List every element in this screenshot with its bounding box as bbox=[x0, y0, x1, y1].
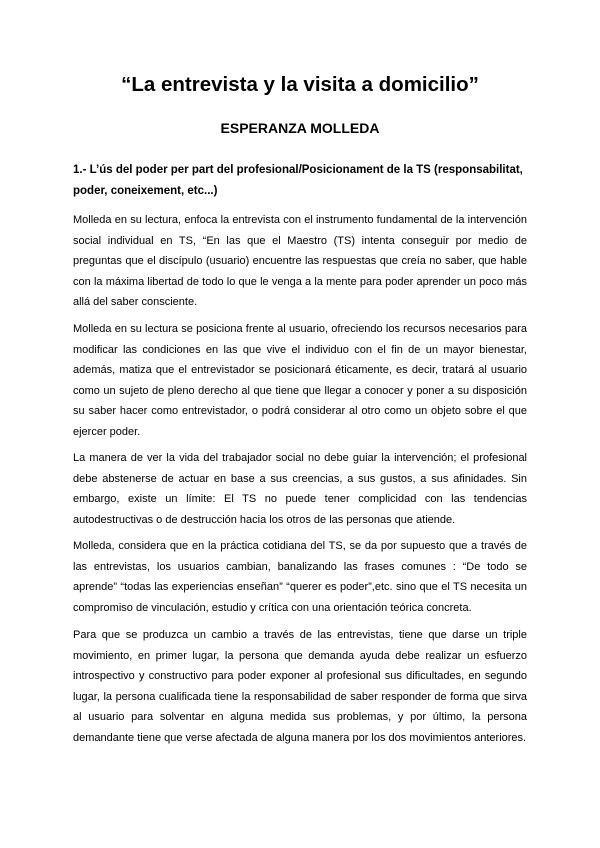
paragraph: Para que se produzca un cambio a través de las entrevistas, tiene que darse un triple movimiento, en primer lugar, la persona que demanda ayuda debe realizar un esfuerzo introspectivo y constructivo para poder exponer al profesional sus dificultades, en segundo lugar, la persona cualificada tiene la responsabilidad de saber responder de forma que sirva al usuario para solventar en alguna medida sus problemas, y por último, la persona demandante tiene que verse afectada de alguna manera por los dos movimientos anteriores. bbox=[73, 629, 527, 744]
paragraph: La manera de ver la vida del trabajador social no debe guiar la intervención; el profesional debe abstenerse de actuar en base a sus creencias, a sus gustos, a sus afinidades. Sin embargo, existe un límite: El TS no puede tener complicidad con las tendencias autodestructivas o de destrucción hacia los otros de las personas que atiende. bbox=[73, 452, 527, 526]
paragraph: Molleda en su lectura se posiciona frente al usuario, ofreciendo los recursos necesarios para modificar las condiciones en las que vive el individuo con el fin de un mayor bienestar, además, matiza que el entrevistador se posicionará éticamente, es decir, tratará al usuario como un sujeto de pleno derecho al que tiene que llegar a conocer y poner a su disposición su saber hacer como entrevistador, o podrá considerar al otro como un objeto sobre el que ejercer poder. bbox=[73, 323, 527, 438]
section-heading: 1.- L’ús del poder per part del profesional/Posicionament de la TS (responsabilitat, poder, coneixement, etc...) bbox=[73, 164, 523, 197]
paragraph: Molleda, considera que en la práctica cotidiana del TS, se da por supuesto que a través de las entrevistas, los usuarios cambian, banalizando las frases comunes : “De todo se aprende” “todas las experiencias enseñan” “querer es poder”,etc. sino que el TS necesita un compromiso de vinculación, estudio y crítica con una orientación teórica concreta. bbox=[73, 540, 527, 614]
document-author: ESPERANZA MOLLEDA bbox=[220, 120, 380, 136]
document-title: “La entrevista y la visita a domicilio” bbox=[121, 73, 479, 96]
paragraph: Molleda en su lectura, enfoca la entrevista con el instrumento fundamental de la intervención social individual en TS, “En las que el Maestro (TS) intenta conseguir por medio de preguntas que el discípulo (usuario) encuentre las respuestas que creía no saber, que hable con la máxima libertad de todo lo que le venga a la mente para poder aprender un poco más allá del saber consciente. bbox=[73, 214, 527, 309]
